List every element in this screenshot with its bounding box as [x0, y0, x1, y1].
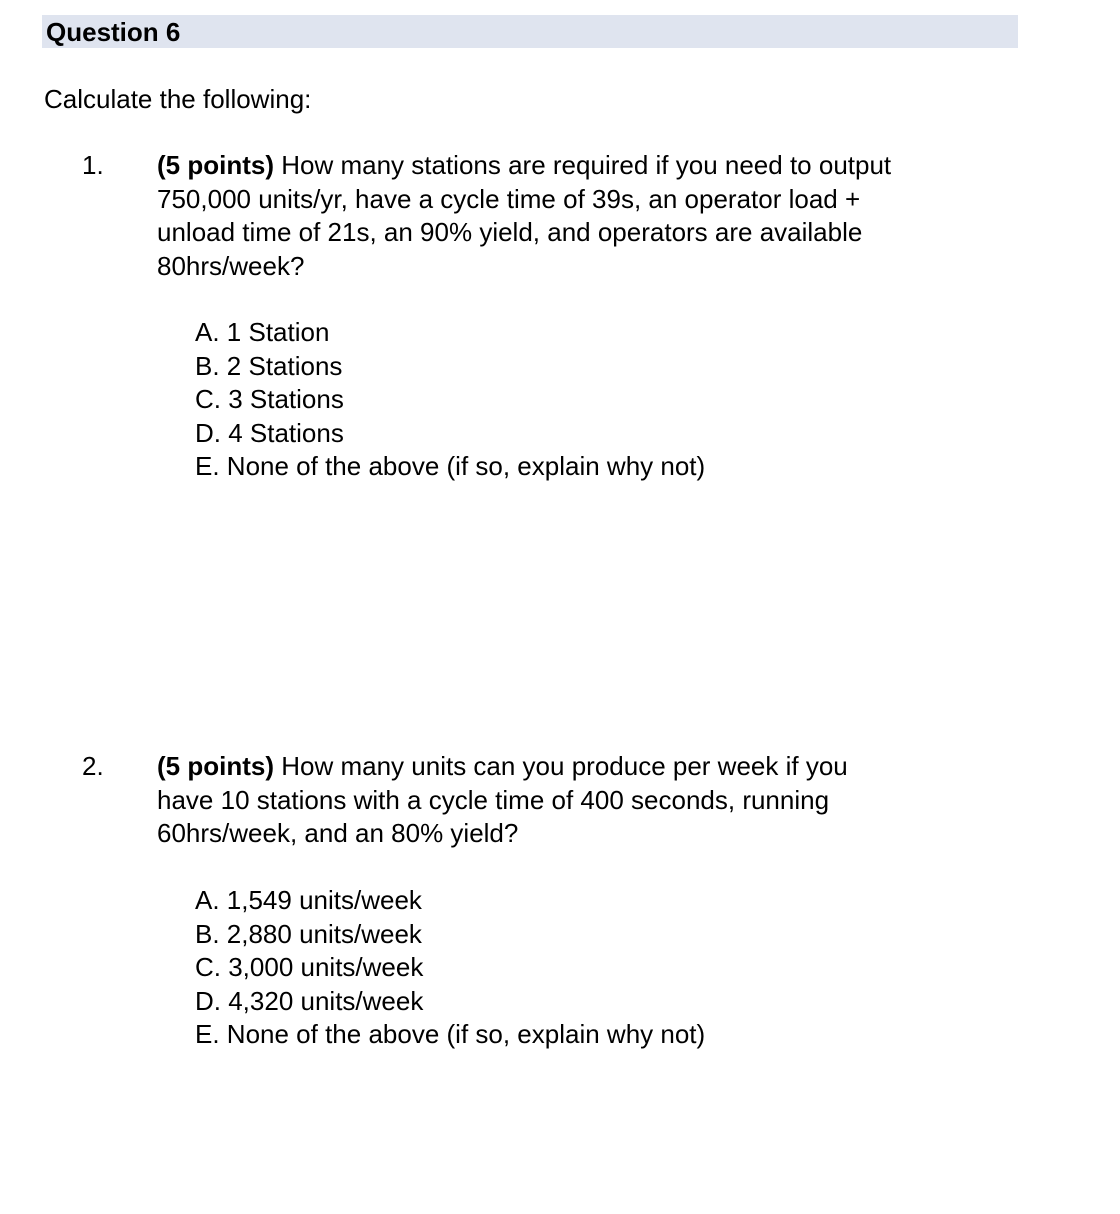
question-2-points: (5 points) — [157, 751, 274, 781]
question-2-option-e[interactable]: E. None of the above (if so, explain why not) — [195, 1019, 706, 1049]
question-1-option-d[interactable]: D. 4 Stations — [195, 417, 344, 448]
question-2-line-1: How many units can you produce per week if you — [281, 751, 848, 781]
question-1-points: (5 points) — [157, 150, 274, 180]
question-1-option-b[interactable]: B. 2 Stations — [195, 350, 343, 381]
question-1-number: 1. — [82, 150, 104, 180]
question-1-option-c[interactable]: C. 3 Stations — [195, 384, 344, 414]
question-title: Question 6 — [46, 17, 181, 47]
question-1-line-2: 750,000 units/yr, have a cycle time of 39s, an operator load + — [157, 183, 861, 214]
instruction-text: Calculate the following: — [44, 84, 312, 114]
question-2-text — [157, 750, 1017, 851]
question-2-options — [195, 884, 705, 1052]
question-1-option-e[interactable]: E. None of the above (if so, explain why not) — [195, 451, 706, 481]
question-2-option-a[interactable]: A. 1,549 units/week — [195, 885, 422, 915]
question-2-option-d[interactable]: D. 4,320 units/week — [195, 985, 424, 1016]
question-1-line-3: unload time of 21s, an 90% yield, and operators are available — [157, 217, 863, 247]
question-2-option-c[interactable]: C. 3,000 units/week — [195, 952, 424, 982]
question-2-number: 2. — [82, 751, 104, 781]
question-1-option-a[interactable]: A. 1 Station — [195, 317, 330, 347]
question-1-text — [157, 149, 1017, 283]
question-1-line-4: 80hrs/week? — [157, 250, 305, 281]
question-header — [42, 15, 1018, 48]
question-2-option-b[interactable]: B. 2,880 units/week — [195, 918, 422, 949]
question-2-line-3: 60hrs/week, and an 80% yield? — [157, 818, 519, 848]
question-2-line-2: have 10 stations with a cycle time of 400 seconds, running — [157, 784, 830, 815]
question-1-line-1: How many stations are required if you need to output — [281, 150, 892, 180]
question-1-options — [195, 316, 705, 484]
